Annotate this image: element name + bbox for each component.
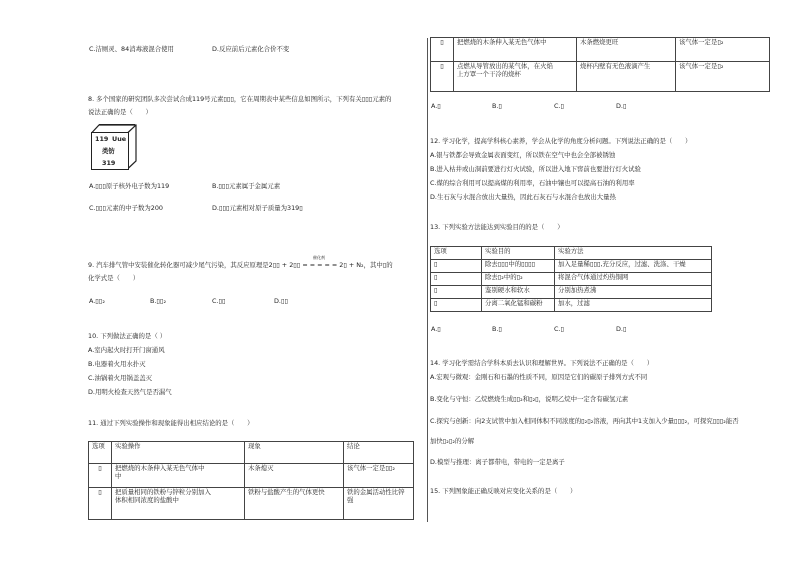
option-a: A.▯ [431, 325, 441, 333]
cell-operation: 把燃烧的木条伸入某无色气体中 中 [112, 464, 245, 488]
option-c: C.洁厕灵、84消毒液混合使用 [89, 45, 174, 53]
q13-stem: 13. 下列实验方法能达到实验目的的是（ ） [430, 223, 564, 231]
q13-options [430, 325, 760, 335]
q10-option-a: A.室内起火时打开门窗通风 [88, 346, 165, 354]
q14-option-a: A.宏观与微观：金刚石和石墨的性质不同，原因是它们的碳原子排列方式不同 [430, 373, 648, 381]
q12-stem: 12. 学习化学，提高学科核心素养，学会从化学的角度分析问题。下列说法正确的是（ ） [430, 137, 692, 145]
option-a: A.▯ [431, 102, 441, 110]
q13-table [430, 246, 712, 312]
cell-conclusion: 该气体一定是▯₂ [676, 62, 770, 92]
q12-option-d: D.生石灰与水混合放出大量热，因此石灰石与水混合也放出大量热 [430, 193, 616, 201]
q14-option-d: D.模型与推理：离子都带电，带电的一定是离子 [430, 458, 565, 466]
option-c: C.▯ [554, 325, 565, 333]
q12-option-a: A.银与铁都会导致金属表面变红，所以铁在空气中也会全部被锈蚀 [430, 151, 616, 159]
q8-stem-line2: 说法正确的是（ ） [88, 108, 152, 116]
cell-option: ▯ [431, 62, 454, 92]
cell-method: 加水，过滤 [555, 299, 712, 312]
header-option: 选项 [431, 247, 482, 260]
header-method: 实验方法 [555, 247, 712, 260]
cell-option: ▯ [89, 464, 112, 488]
cell-goal: 除去▯₂中的▯₂ [482, 273, 555, 286]
cell-option: ▯ [431, 260, 482, 273]
q10-option-c: C.油锅着火用锅盖盖灭 [88, 374, 153, 382]
header-phenomenon: 现象 [245, 442, 344, 464]
cell-phenomenon: 烧杯内壁有无色液滴产生 [577, 62, 676, 92]
q11-table-continued [430, 37, 770, 92]
option-b: B.▯ [492, 102, 502, 110]
option-a: A.▯▯₂ [89, 297, 105, 305]
q10-option-d: D.用明火检查天然气是否漏气 [88, 388, 172, 396]
table-row [431, 62, 770, 92]
cell-option: ▯ [431, 273, 482, 286]
q9-options [88, 297, 418, 307]
table-row [89, 464, 414, 488]
q11-table [88, 441, 414, 520]
option-a: A.▯▯▯原子核外电子数为119 [89, 182, 170, 190]
element-symbol: Uue [112, 135, 127, 143]
option-b: B.▯▯▯元素属于金属元素 [212, 182, 281, 190]
cell-phenomenon: 铁粉与盐酸产生的气体更快 [245, 488, 344, 520]
cell-goal: 鉴别硬水和软水 [482, 286, 555, 299]
cell-operation: 点燃从导管放出的某气体，在火焰 上方罩一个干冷的烧杯 [454, 62, 577, 92]
cell-goal: 分离二氧化锰和碳粉 [482, 299, 555, 312]
table-row [431, 260, 712, 273]
q9-stem-line1: 9. 汽车排气管中安装催化转化器可减少尾气污染，其反应原理是2▯▯ + 2▯▯ = = = = = 2▯ + N₂，其中▯的 [88, 261, 393, 269]
table-header-row [431, 247, 712, 260]
cell-option: ▯ [431, 299, 482, 312]
q8-options-ab [88, 182, 418, 192]
option-b: B.▯▯₂ [150, 297, 167, 305]
cell-conclusion: 铁的金属活动性比锌强 [344, 488, 414, 520]
element-name: 类钫 [102, 147, 115, 155]
reaction-condition: 催化剂 [313, 255, 325, 260]
cell-conclusion: 该气体一定是▯₂ [676, 38, 770, 62]
table-row [431, 299, 712, 312]
q12-option-c: C.煤的综合利用可以提高煤的利用率，石油中镶也可以提高石油的利用率 [430, 179, 635, 187]
option-c: C.▯▯▯元素的中子数为200 [89, 204, 163, 212]
q14-option-b: B.变化与守恒：乙烷燃烧生成▯▯₂和▯₂▯，说明乙烷中一定含有碳氢元素 [430, 395, 629, 403]
cell-method: 将混合气体通过灼热铜网 [555, 273, 712, 286]
q11-stem: 11. 通过下列实验操作和现象能得出相应结论的是（ ） [88, 419, 254, 427]
option-d: D.▯ [616, 102, 627, 110]
q10-stem: 10. 下列做法正确的是（ ） [88, 332, 167, 340]
cell-method: 加入足量稀▯▯▯,充分反应，过滤、洗涤、干燥 [555, 260, 712, 273]
column-divider [427, 38, 428, 522]
q14-stem: 14. 学习化学需结合学科本质去认识和理解世界。下列说法不正确的是（ ） [430, 359, 654, 367]
cell-phenomenon: 木条熄灭 [245, 464, 344, 488]
table-row [431, 38, 770, 62]
cell-conclusion: 该气体一定是▯▯₂ [344, 464, 414, 488]
q14-option-c-line1: C.探究与创新：向2支试管中加入相同体积不同浓度的▯₂▯₂溶液，再向其中1支加入少量▯▯▯₂，可探究▯▯▯₂能否 [430, 417, 739, 425]
option-c: C.▯ [554, 102, 565, 110]
q12-option-b: B.进入枯井或山洞前要进行灯火试验，所以进入地下窖前也要进行灯火试验 [430, 165, 641, 173]
option-d: D.▯ [616, 325, 627, 333]
option-d: D.▯▯▯元素相对原子质量为319▯ [212, 204, 303, 212]
atomic-number: 119 [95, 135, 109, 143]
cell-option: ▯ [431, 38, 454, 62]
header-operation: 实验操作 [112, 442, 245, 464]
option-c: C.▯▯ [212, 297, 226, 305]
element-card [91, 124, 139, 170]
q11-options [430, 102, 760, 112]
cell-goal: 除去▯▯▯中的▯▯▯▯ [482, 260, 555, 273]
q8-options-cd [88, 204, 418, 214]
table-row [431, 273, 712, 286]
q8-stem-line1: 8. 多个国家的研究团队多次尝试合成119号元素▯▯▯，它在周期表中某些信息如图所示，下列有关▯▯▯元素的 [88, 95, 392, 103]
option-b: B.▯ [492, 325, 502, 333]
header-conclusion: 结论 [344, 442, 414, 464]
option-d: D.反应前后元素化合价不变 [212, 45, 290, 53]
option-d: D.▯▯ [274, 297, 288, 305]
table-header-row [89, 442, 414, 464]
q7-options [88, 45, 418, 55]
header-goal: 实验目的 [482, 247, 555, 260]
table-row [431, 286, 712, 299]
q9-stem-line2: 化学式是（ ） [88, 274, 140, 282]
q15-stem: 15. 下列图象能正确反映对应变化关系的是（ ） [430, 487, 577, 495]
q14-option-c-line2: 加快▯₂▯₂的分解 [430, 437, 475, 445]
cell-option: ▯ [431, 286, 482, 299]
cell-method: 分别加热煮沸 [555, 286, 712, 299]
cell-operation: 把燃烧的木条伸入某无色气体中 [454, 38, 577, 62]
q10-option-b: B.电器着火用水扑灭 [88, 360, 146, 368]
cell-operation: 把质量相同的铁粉与锌粒分别加入 体积相同浓度的盐酸中 [112, 488, 245, 520]
header-option: 选项 [89, 442, 112, 464]
cell-option: ▯ [89, 488, 112, 520]
atomic-mass: 319 [102, 159, 116, 167]
table-row [89, 488, 414, 520]
cell-phenomenon: 木条燃烧更旺 [577, 38, 676, 62]
